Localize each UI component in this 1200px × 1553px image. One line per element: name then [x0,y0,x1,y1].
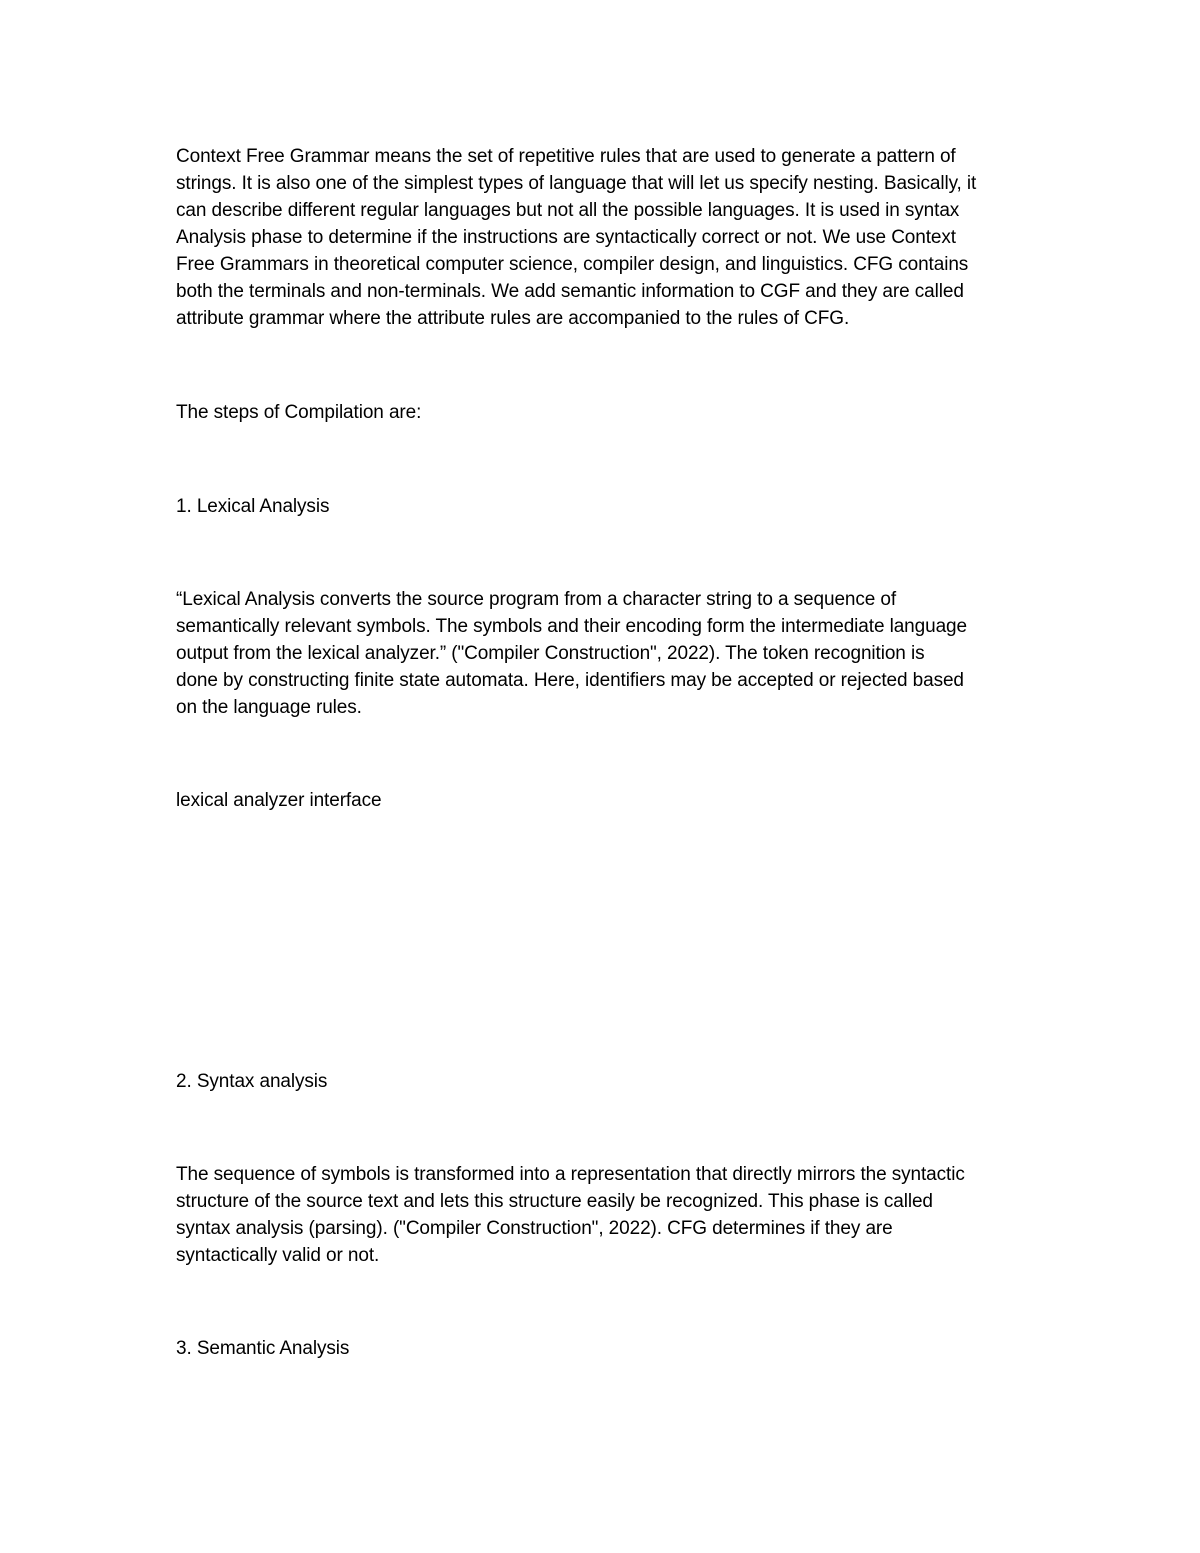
paragraph-line: output from the lexical analyzer.” ("Compiler Construction", 2022). The token recognition is [176,643,925,664]
paragraph-line: done by constructing finite state automata. Here, identifiers may be accepted or rejected based [176,670,964,691]
paragraph-line: strings. It is also one of the simplest types of language that will let us specify nesting. Basically, it [176,173,977,194]
paragraph-line: attribute grammar where the attribute rules are accompanied to the rules of CFG. [176,308,850,329]
paragraph-line: Context Free Grammar means the set of repetitive rules that are used to generate a pattern of [176,146,956,167]
semantic-analysis-heading: 3. Semantic Analysis [176,1338,350,1359]
paragraph-line: Analysis phase to determine if the instructions are syntactically correct or not. We use Context [176,227,956,248]
paragraph-line: both the terminals and non-terminals. We add semantic information to CGF and they are called [176,281,964,302]
paragraph-line: “Lexical Analysis converts the source program from a character string to a sequence of [176,589,897,610]
syntax-analysis-heading: 2. Syntax analysis [176,1071,328,1092]
paragraph-line: syntax analysis (parsing). ("Compiler Construction", 2022). CFG determines if they are [176,1218,893,1239]
paragraph-line: structure of the source text and lets this structure easily be recognized. This phase is called [176,1191,933,1212]
paragraph-line: can describe different regular languages but not all the possible languages. It is used in syntax [176,200,960,221]
paragraph-line: syntactically valid or not. [176,1245,380,1266]
lexical-analysis-heading: 1. Lexical Analysis [176,496,330,517]
paragraph-line: The sequence of symbols is transformed into a representation that directly mirrors the syntactic [176,1164,965,1185]
paragraph-line: on the language rules. [176,697,362,718]
paragraph-line: semantically relevant symbols. The symbols and their encoding form the intermediate language [176,616,967,637]
steps-heading: The steps of Compilation are: [176,402,422,423]
paragraph-line: Free Grammars in theoretical computer science, compiler design, and linguistics. CFG contains [176,254,969,275]
lexical-analyzer-interface-label: lexical analyzer interface [176,790,382,811]
